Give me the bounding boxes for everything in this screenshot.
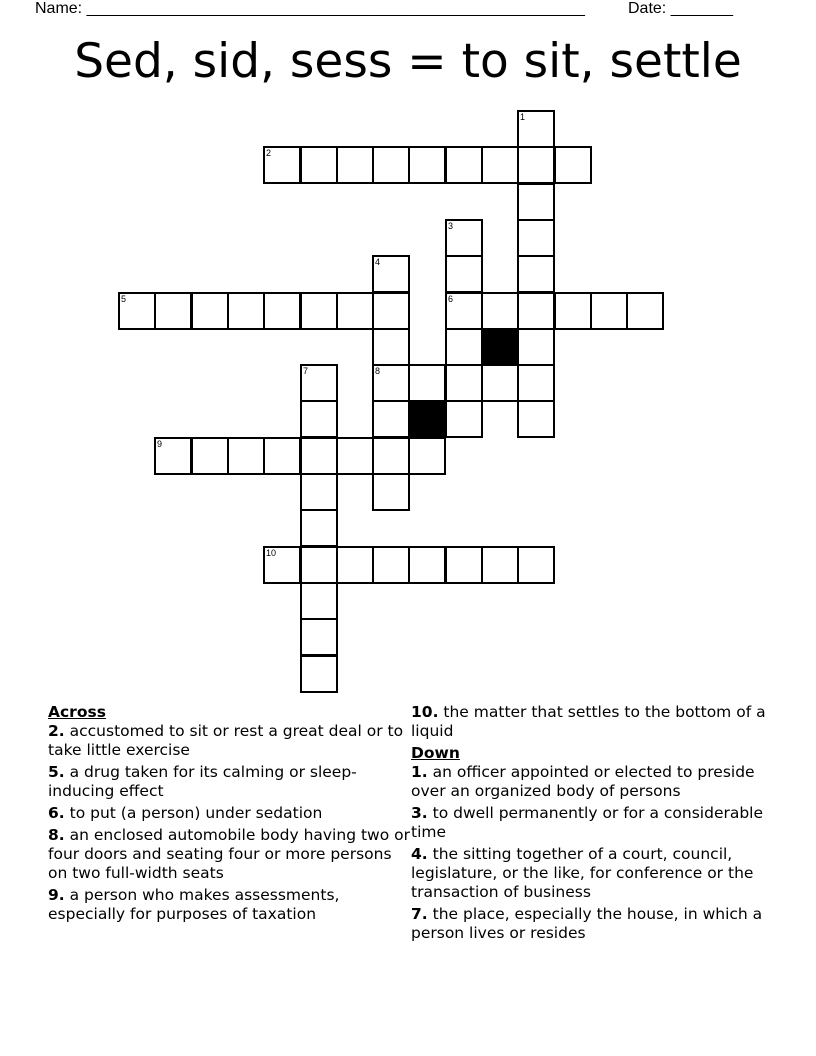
grid-cell[interactable] — [300, 364, 338, 402]
date-field-label: Date: _______ — [628, 0, 733, 17]
grid-cell[interactable] — [191, 292, 229, 330]
clue-number: 6 — [448, 294, 454, 304]
clue-across-6: 6. to put (a person) under sedation — [48, 804, 323, 822]
grid-cell[interactable] — [154, 292, 192, 330]
grid-cell[interactable] — [445, 546, 483, 584]
down-heading: Down — [411, 744, 460, 762]
grid-cell[interactable] — [590, 292, 628, 330]
page-title: Sed, sid, sess = to sit, settle — [74, 34, 742, 89]
grid-cell[interactable] — [263, 437, 301, 475]
name-field-label: Name: ________________________________________________________ — [35, 0, 585, 17]
grid-cell[interactable] — [445, 255, 483, 293]
grid-cell[interactable] — [300, 655, 338, 693]
grid-cell[interactable] — [517, 292, 555, 330]
grid-cell[interactable] — [517, 546, 555, 584]
black-cell — [481, 328, 519, 366]
clue-number: 1 — [520, 112, 526, 122]
clue-across-9: 9. a person who makes assessments, especially for purposes of taxation — [48, 886, 340, 923]
grid-cell[interactable] — [300, 509, 338, 547]
grid-cell[interactable] — [517, 146, 555, 184]
grid-cell[interactable] — [336, 292, 374, 330]
grid-cell[interactable] — [517, 255, 555, 293]
down-clues — [411, 703, 771, 946]
grid-cell[interactable] — [372, 255, 410, 293]
clue-across-10: 10. the matter that settles to the bottom of a liquid — [411, 703, 766, 740]
grid-cell[interactable] — [118, 292, 156, 330]
clue-number: 3 — [448, 221, 454, 231]
grid-cell[interactable] — [445, 364, 483, 402]
grid-cell[interactable] — [227, 292, 265, 330]
grid-cell[interactable] — [372, 437, 410, 475]
clue-number: 2 — [266, 148, 272, 158]
grid-cell[interactable] — [408, 437, 446, 475]
grid-cell[interactable] — [517, 219, 555, 257]
clue-across-8: 8. an enclosed automobile body having two or four doors and seating four or more persons on two full-width seats — [48, 826, 410, 882]
grid-cell[interactable] — [481, 546, 519, 584]
grid-cell[interactable] — [372, 473, 410, 511]
clue-down-3: 3. to dwell permanently or for a considerable time — [411, 804, 764, 841]
grid-cell[interactable] — [445, 400, 483, 438]
clue-number: 9 — [157, 439, 163, 449]
grid-cell[interactable] — [300, 292, 338, 330]
clue-down-4: 4. the sitting together of a court, council, legislature, or the like, for conference or the transaction of business — [411, 845, 754, 901]
grid-cell[interactable] — [336, 146, 374, 184]
grid-cell[interactable] — [300, 437, 338, 475]
clue-down-7: 7. the place, especially the house, in which a person lives or resides — [411, 905, 763, 942]
grid-cell[interactable] — [263, 546, 301, 584]
grid-cell[interactable] — [336, 437, 374, 475]
grid-cell[interactable] — [227, 437, 265, 475]
grid-cell[interactable] — [517, 400, 555, 438]
grid-cell[interactable] — [372, 546, 410, 584]
grid-cell[interactable] — [154, 437, 192, 475]
clue-number: 10 — [266, 548, 277, 558]
grid-cell[interactable] — [372, 364, 410, 402]
grid-cell[interactable] — [517, 364, 555, 402]
grid-cell[interactable] — [372, 146, 410, 184]
clue-number: 4 — [375, 257, 381, 267]
grid-cell[interactable] — [300, 618, 338, 656]
grid-cell[interactable] — [554, 146, 592, 184]
grid-cell[interactable] — [445, 328, 483, 366]
grid-cell[interactable] — [191, 437, 229, 475]
grid-cell[interactable] — [517, 183, 555, 221]
across-clues — [48, 703, 412, 927]
grid-cell[interactable] — [263, 292, 301, 330]
grid-cell[interactable] — [481, 292, 519, 330]
clue-number: 8 — [375, 366, 381, 376]
grid-cell[interactable] — [300, 146, 338, 184]
grid-cell[interactable] — [372, 400, 410, 438]
clue-down-1: 1. an officer appointed or elected to preside over an organized body of persons — [411, 763, 755, 800]
across-heading: Across — [48, 703, 106, 721]
grid-cell[interactable] — [300, 546, 338, 584]
black-cell — [408, 400, 446, 438]
grid-cell[interactable] — [408, 546, 446, 584]
grid-cell[interactable] — [263, 146, 301, 184]
grid-cell[interactable] — [300, 400, 338, 438]
clue-number: 5 — [121, 294, 127, 304]
grid-cell[interactable] — [554, 292, 592, 330]
grid-cell[interactable] — [445, 292, 483, 330]
grid-cell[interactable] — [445, 146, 483, 184]
grid-cell[interactable] — [481, 364, 519, 402]
clue-across-2: 2. accustomed to sit or rest a great deal or to take little exercise — [48, 722, 404, 759]
grid-cell[interactable] — [372, 292, 410, 330]
clue-number: 7 — [303, 366, 309, 376]
grid-cell[interactable] — [626, 292, 664, 330]
grid-cell[interactable] — [445, 219, 483, 257]
grid-cell[interactable] — [481, 146, 519, 184]
grid-cell[interactable] — [300, 582, 338, 620]
grid-cell[interactable] — [517, 328, 555, 366]
grid-cell[interactable] — [517, 110, 555, 148]
grid-cell[interactable] — [300, 473, 338, 511]
clue-across-5: 5. a drug taken for its calming or sleep-inducing effect — [48, 763, 357, 800]
grid-cell[interactable] — [408, 146, 446, 184]
grid-cell[interactable] — [336, 546, 374, 584]
grid-cell[interactable] — [408, 364, 446, 402]
grid-cell[interactable] — [372, 328, 410, 366]
